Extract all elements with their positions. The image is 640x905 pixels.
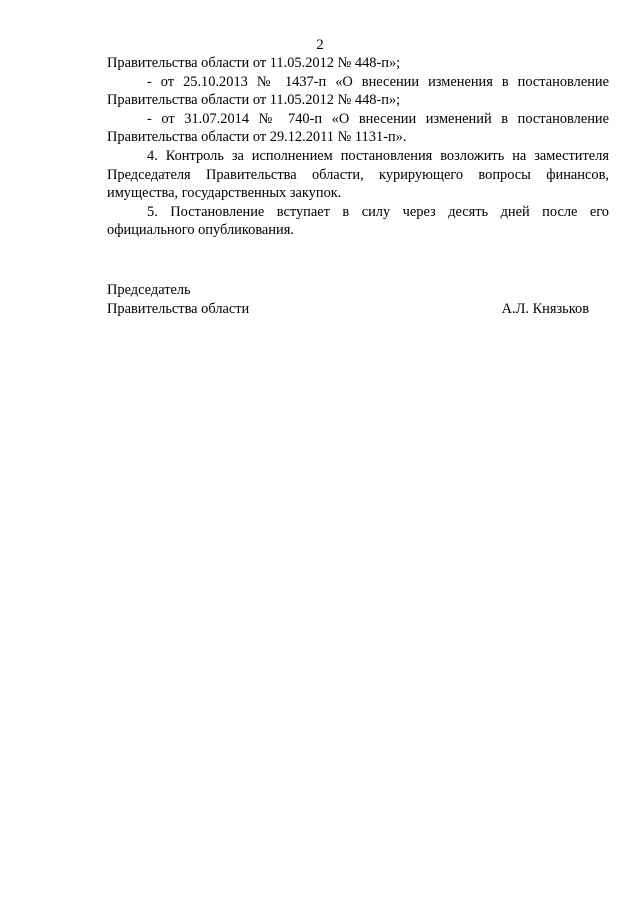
paragraph-amendment-2014: - от 31.07.2014 № 740-п «О внесении изменений в постановление Правительства области от 29.12.2011 № 1131-п». xyxy=(107,110,609,146)
paragraph-item-4-control: 4. Контроль за исполнением постановления возложить на заместителя Председателя Правительства области, курирующего вопросы финансов, имущества, государственных закупок. xyxy=(107,147,609,202)
paragraph-item-5-effect: 5. Постановление вступает в силу через десять дней после его официального опубликования. xyxy=(107,203,609,239)
signatory-name: А.Л. Князьков xyxy=(501,300,589,317)
signatory-title-line2: Правительства области xyxy=(107,300,250,317)
paragraph-amendment-2013: - от 25.10.2013 № 1437-п «О внесении изменения в постановление Правительства области от 11.05.2012 № 448-п»; xyxy=(107,73,609,109)
signature-block xyxy=(107,281,589,318)
document-body xyxy=(107,54,609,240)
signature-row xyxy=(107,300,589,319)
paragraph-continuation: Правительства области от 11.05.2012 № 448-п»; xyxy=(107,55,401,71)
page-number: 2 xyxy=(316,37,324,53)
signatory-title-line1: Председатель xyxy=(107,282,191,298)
